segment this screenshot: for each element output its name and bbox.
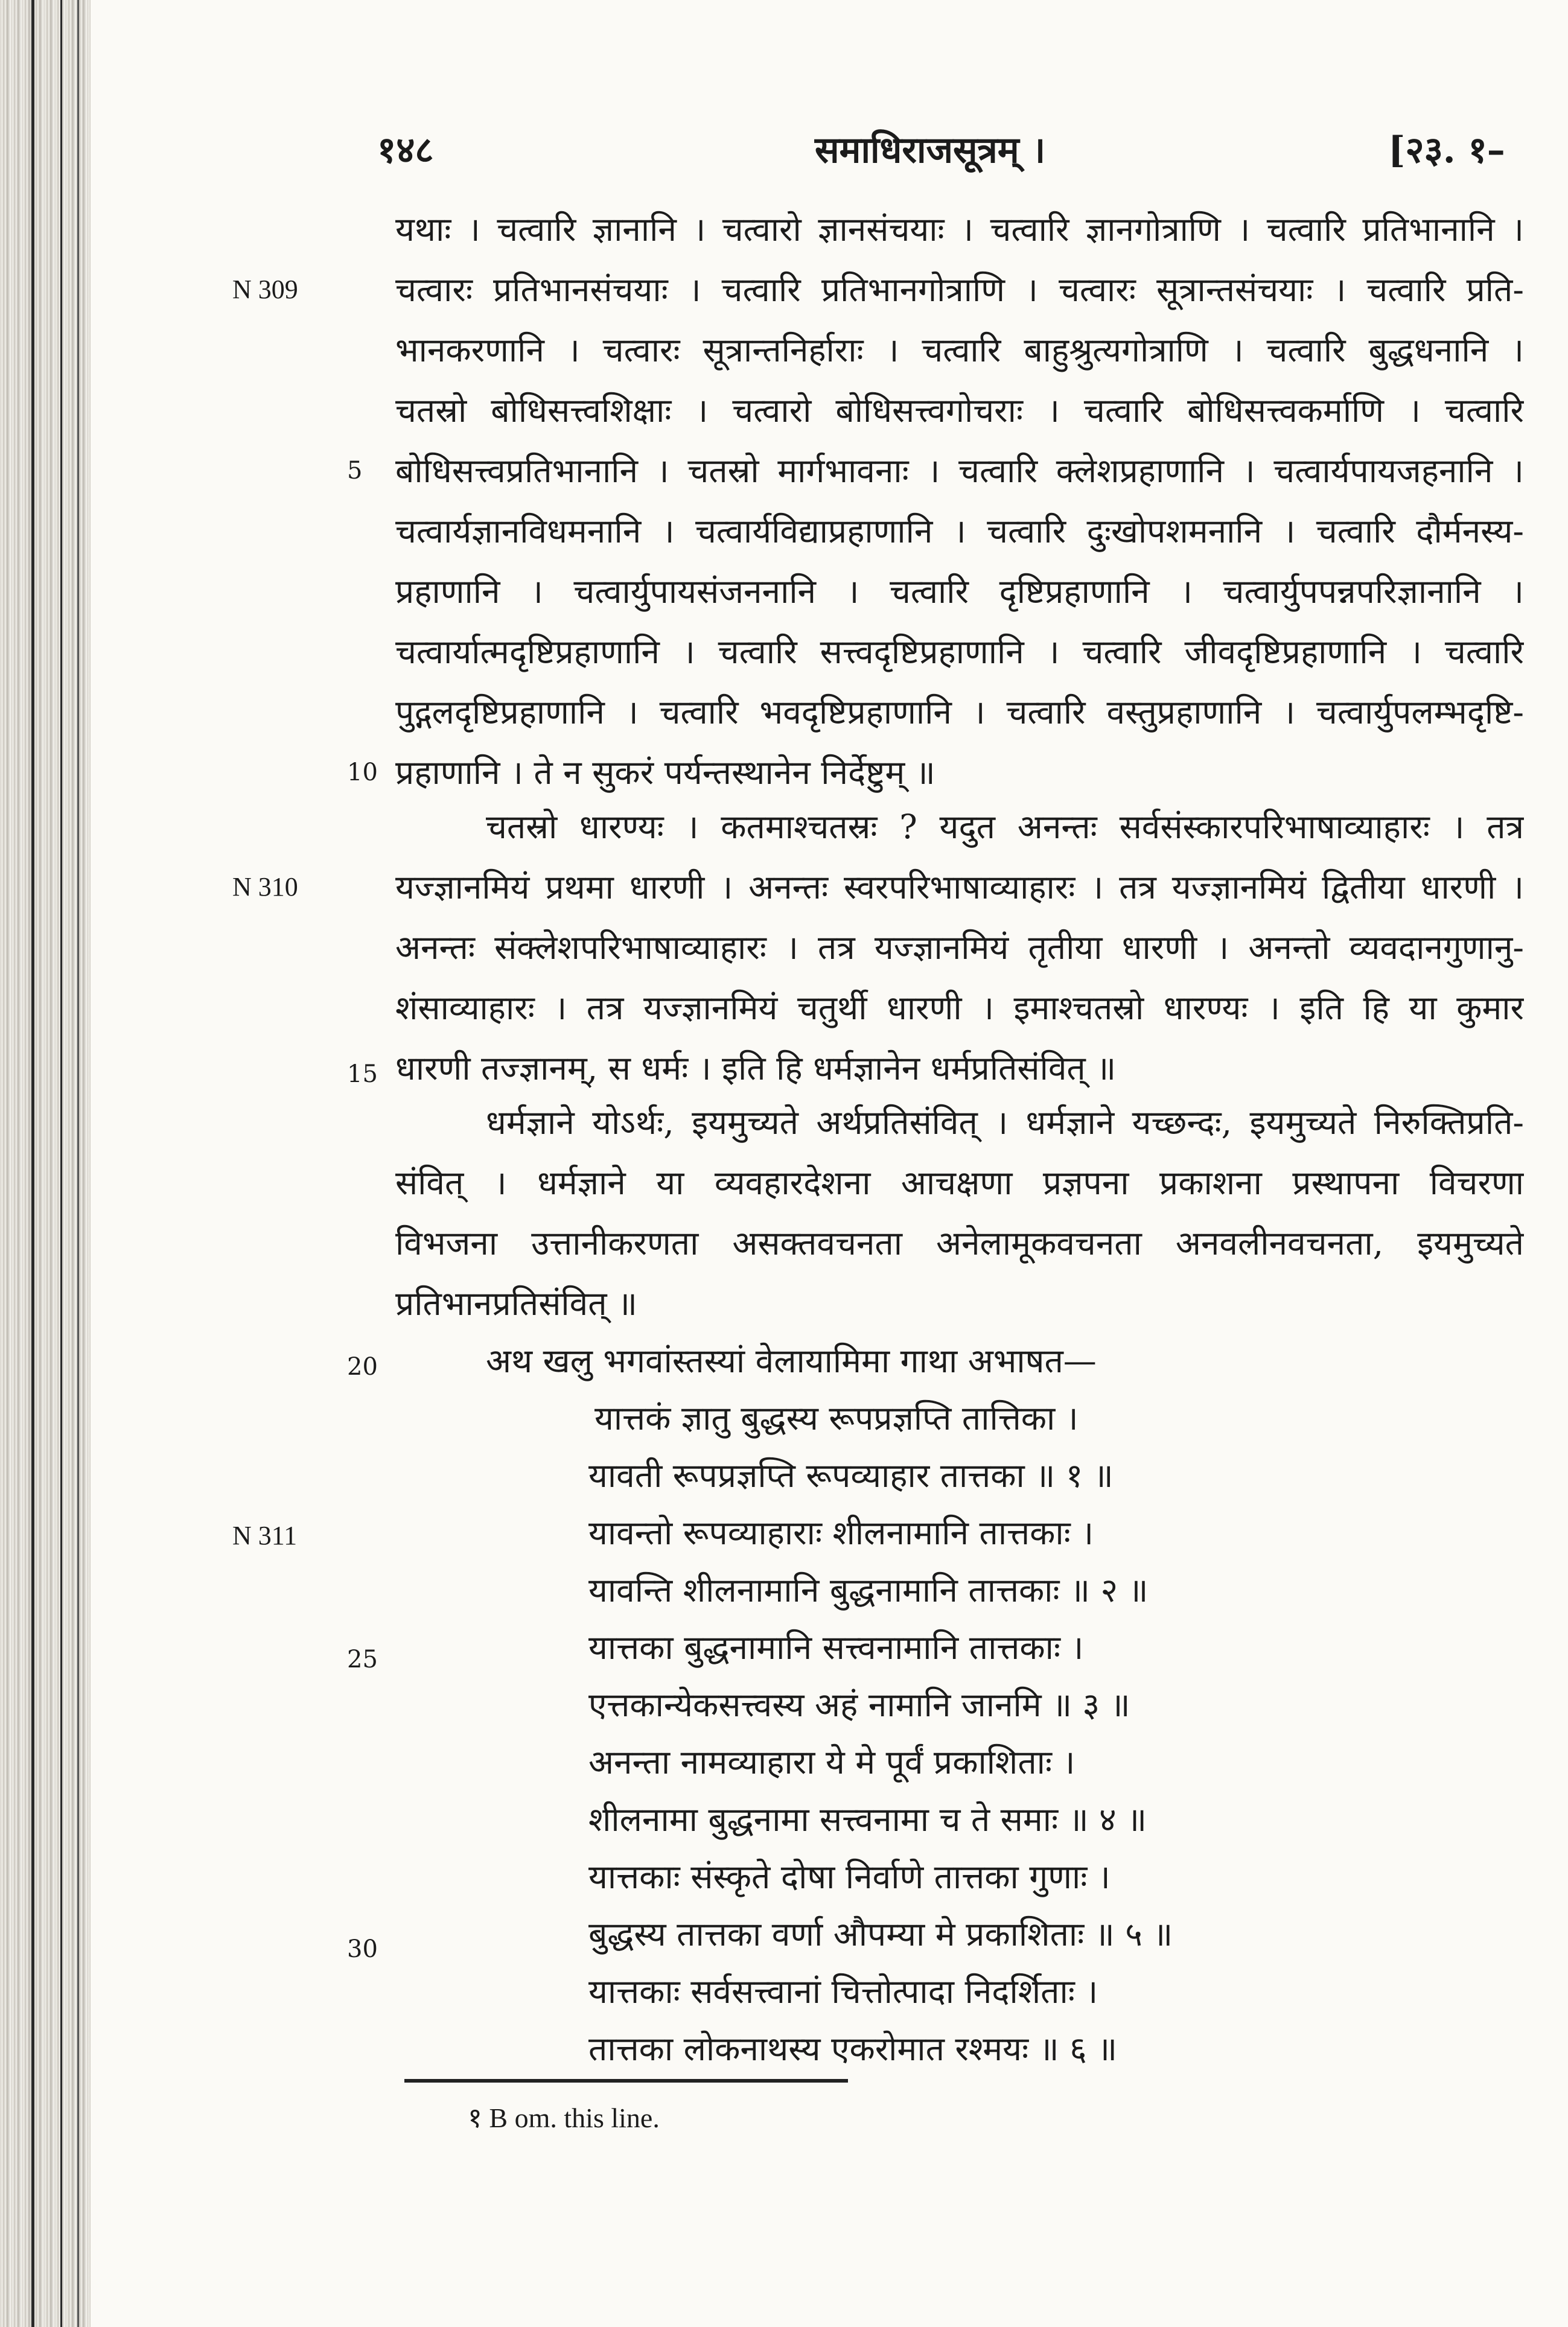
- margin-ref-n310: N 310: [232, 872, 298, 902]
- verse-line: यात्तकं ज्ञातु बुद्धस्य रूपप्रज्ञप्ति तात्तिका ।: [594, 1399, 1079, 1437]
- prose-line: धारणी तज्ज्ञानम्, स धर्मः । इति हि धर्मज्ञानेन धर्मप्रतिसंवित् ॥: [395, 1049, 1117, 1087]
- verse-line: यात्तकाः संस्कृते दोषा निर्वाणे तात्तका गुणाः ।: [588, 1857, 1111, 1896]
- footnote-divider: [404, 2079, 848, 2083]
- verse-line: यात्तकाः सर्वसत्त्वानां चित्तोत्पादा निदर्शिताः ।: [588, 1972, 1098, 2011]
- margin-ref-n311: N 311: [232, 1521, 298, 1550]
- binding-rule: [77, 0, 79, 2327]
- margin-ref-n309: N 309: [232, 275, 298, 304]
- binding-rule: [31, 0, 34, 2327]
- prose-line: चत्वार्यज्ञानविधमनानि । चत्वार्यविद्याप्रहाणानि । चत्वारि दुःखोपशमनानि । चत्वारि दौर्मनस्य-: [395, 512, 1524, 550]
- footnote: १ B om. this line.: [468, 2103, 660, 2133]
- verse-intro: अथ खलु भगवांस्तस्यां वेलायामिमा गाथा अभाषत—: [486, 1342, 1097, 1380]
- verse-line: यावन्ति शीलनामानि बुद्धनामानि तात्तकाः ॥ २ ॥: [588, 1571, 1149, 1609]
- prose-line: प्रतिभानप्रतिसंवित् ॥: [395, 1284, 637, 1323]
- line-number: 25: [347, 1646, 378, 1673]
- line-number: 15: [347, 1060, 378, 1088]
- verse-line: अनन्ता नामव्याहारा ये मे पूर्वं प्रकाशिताः ।: [588, 1743, 1076, 1781]
- prose-line: प्रहाणानि । चत्वार्युपायसंजननानि । चत्वारि दृष्टिप्रहाणानि । चत्वार्युपपन्नपरिज्ञानानि ।: [395, 572, 1524, 611]
- prose-line: अनन्तः संक्लेशपरिभाषाव्याहारः । तत्र यज्ज्ञानमियं तृतीया धारणी । अनन्तो व्यवदानगुणानु-: [395, 928, 1524, 967]
- verse-line: यावन्तो रूपव्याहाराः शीलनामानि तात्तकाः ।: [588, 1514, 1094, 1552]
- verse-line: यात्तका बुद्धनामानि सत्त्वनामानि तात्तकाः ।: [588, 1628, 1084, 1667]
- prose-line: शंसाव्याहारः । तत्र यज्ज्ञानमियं चतुर्थी धारणी । इमाश्चतस्रो धारण्यः । इति हि या कुमार: [395, 988, 1524, 1027]
- prose-line: चतस्रो बोधिसत्त्वशिक्षाः । चत्वारो बोधिसत्त्वगोचराः । चत्वारि बोधिसत्त्वकर्माणि । चत्वारि: [395, 391, 1524, 430]
- line-number: 10: [347, 759, 378, 786]
- prose-line: संवित् । धर्मज्ञाने या व्यवहारदेशना आचक्षणा प्रज्ञपना प्रकाशना प्रस्थापना विचरणा: [395, 1164, 1524, 1202]
- line-number: 20: [347, 1353, 378, 1381]
- section-reference: [२३. १–: [1388, 129, 1505, 171]
- page-number: १४८: [377, 129, 434, 171]
- prose-line: यथाः । चत्वारि ज्ञानानि । चत्वारो ज्ञानसंचयाः । चत्वारि ज्ञानगोत्राणि । चत्वारि प्रतिभानानि ।: [395, 210, 1524, 249]
- verse-line: शीलनामा बुद्धनामा सत्त्वनामा च ते समाः ॥ ४ ॥: [588, 1800, 1147, 1839]
- prose-line: चतस्रो धारण्यः । कतमाश्चतस्रः ? यदुत अनन्तः सर्वसंस्कारपरिभाषाव्याहारः । तत्र: [486, 807, 1524, 846]
- prose-line: पुद्गलदृष्टिप्रहाणानि । चत्वारि भवदृष्टिप्रहाणानि । चत्वारि वस्तुप्रहाणानि । चत्वार्युपलम्भदृष्टि-: [395, 693, 1524, 731]
- prose-line: प्रहाणानि । ते न सुकरं पर्यन्तस्थानेन निर्देष्टुम् ॥: [395, 753, 935, 792]
- binding-rule: [60, 0, 62, 2327]
- book-binding-edge: [0, 0, 91, 2327]
- page-title: समाधिराजसूत्रम् ।: [815, 129, 1046, 171]
- prose-line: भानकरणानि । चत्वारः सूत्रान्तनिर्हाराः । चत्वारि बाहुश्रुत्यगोत्राणि । चत्वारि बुद्धधनानि ।: [395, 331, 1524, 369]
- verse-line: एत्तकान्येकसत्त्वस्य अहं नामानि जानमि ॥ ३ ॥: [588, 1686, 1130, 1724]
- prose-line: चत्वार्यात्मदृष्टिप्रहाणानि । चत्वारि सत्त्वदृष्टिप्रहाणानि । चत्वारि जीवदृष्टिप्रहाणानि । चत्वारि: [395, 632, 1524, 671]
- prose-line: बोधिसत्त्वप्रतिभानानि । चतस्रो मार्गभावनाः । चत्वारि क्लेशप्रहाणानि । चत्वार्यपायजहनानि ।: [395, 451, 1524, 490]
- verse-line: बुद्धस्य तात्तका वर्णा औपम्या मे प्रकाशिताः ॥ ५ ॥: [588, 1915, 1173, 1953]
- prose-line: यज्ज्ञानमियं प्रथमा धारणी । अनन्तः स्वरपरिभाषाव्याहारः । तत्र यज्ज्ञानमियं द्वितीया धारणी ।: [395, 868, 1524, 906]
- prose-line: चत्वारः प्रतिभानसंचयाः । चत्वारि प्रतिभानगोत्राणि । चत्वारः सूत्रान्तसंचयाः । चत्वारि प्रति-: [395, 270, 1524, 309]
- verse-line: तात्तका लोकनाथस्य एकरोमात रश्मयः ॥ ६ ॥: [588, 2029, 1118, 2068]
- line-number: 30: [347, 1935, 378, 1963]
- verse-line: यावती रूपप्रज्ञप्ति रूपव्याहार तात्तका ॥ १ ॥: [588, 1456, 1114, 1495]
- prose-line: धर्मज्ञाने योऽर्थः, इयमुच्यते अर्थप्रतिसंवित् । धर्मज्ञाने यच्छन्दः, इयमुच्यते निरुक्तिप्रति-: [486, 1103, 1524, 1142]
- prose-line: विभजना उत्तानीकरणता असक्तवचनता अनेलामूकवचनता अनवलीनवचनता, इयमुच्यते: [395, 1224, 1524, 1262]
- line-number: 5: [347, 457, 363, 485]
